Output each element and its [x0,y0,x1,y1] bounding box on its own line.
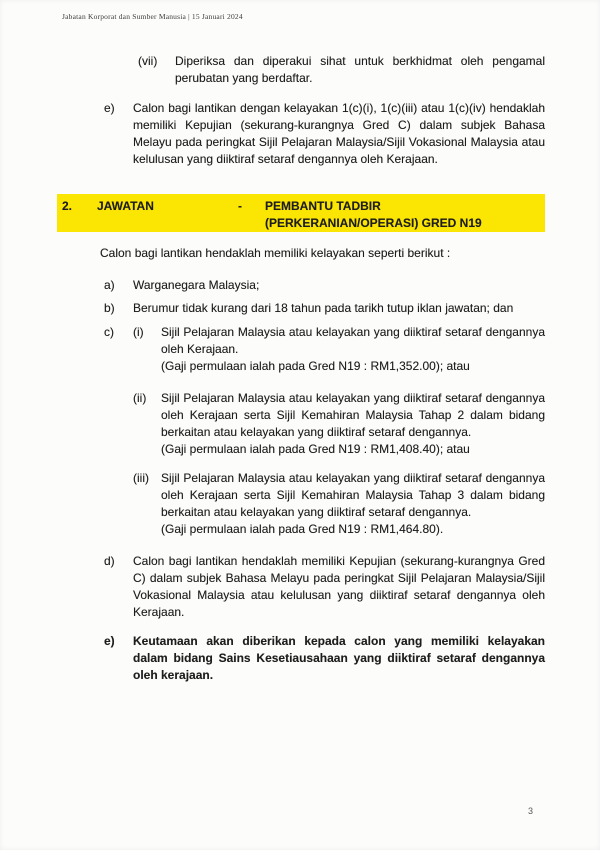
sub-item-list [133,324,545,538]
sub-item-label: (ii) [133,391,147,405]
list-item-text: Diperiksa dan diperakui sihat untuk berkhidmat oleh pengamal perubatan yang berdaftar. [175,54,545,85]
list-item-e-prev [104,100,545,168]
section-number: 2. [62,199,73,213]
list-item-text: Keutamaan akan diberikan kepada calon yang memiliki kelayakan dalam bidang Sains Kesetiausahaan yang diiktiraf setaraf dengannya oleh kerajaan. [133,634,545,682]
section-heading-highlight [57,194,545,232]
list-item-label: a) [104,278,115,292]
document-content [0,53,600,684]
list-item-text: Berumur tidak kurang dari 18 tahun pada tarikh tutup iklan jawatan; dan [133,301,514,315]
job-title-line1: PEMBANTU TADBIR [265,199,381,213]
sub-item-body [161,324,545,375]
list-item-d [104,553,545,621]
list-item-label: d) [104,554,115,568]
salary-note: (Gaji permulaan ialah pada Gred N19 : RM1,464.80). [161,522,444,536]
list-item-label: c) [104,325,114,339]
list-item-label: e) [104,634,115,648]
salary-note: (Gaji permulaan ialah pada Gred N19 : RM1,408.40); atau [161,442,470,456]
sub-item-text: Sijil Pelajaran Malaysia atau kelayakan yang diiktiraf setaraf dengannya oleh Kerajaan serta Sijil Kemahiran Malaysia Tahap 3 dalam bidang berkaitan atau kelayakan yang diiktiraf setaraf dengannya. [161,471,545,519]
sub-item-iii [133,470,545,538]
salary-note: (Gaji permulaan ialah pada Gred N19 : RM1,352.00); atau [161,359,470,373]
document-header: Jabatan Korporat dan Sumber Manusia | 15 Januari 2024 [62,12,243,21]
list-item-label: b) [104,301,115,315]
job-title-line2: (PERKERANIAN/OPERASI) GRED N19 [265,216,482,230]
section-heading-separator: - [238,199,242,213]
list-item-a [104,277,545,294]
list-item-c [104,324,545,538]
list-item-vii [138,53,545,87]
section-heading-title [265,198,482,232]
sub-item-label: (i) [133,325,144,339]
list-item-label: e) [104,101,115,115]
list-item-text: Calon bagi lantikan hendaklah memiliki Kepujian (sekurang-kurangnya Gred C) dalam subjek Bahasa Melayu pada peringkat Sijil Pelajaran Malaysia/Sijil Vokasional Malaysia atau kelulusan yang diiktiraf setaraf dengannya oleh Kerajaan. [133,554,545,619]
section-intro: Calon bagi lantikan hendaklah memiliki kelayakan seperti berikut : [100,246,451,260]
sub-item-body [161,470,545,538]
sub-item-label: (iii) [133,471,149,485]
section-heading-label: JAWATAN [97,199,154,213]
sub-item-ii [133,390,545,458]
sub-item-i [133,324,545,375]
sub-item-text: Sijil Pelajaran Malaysia atau kelayakan yang diiktiraf setaraf dengannya oleh Kerajaan. [161,325,545,356]
list-item-text: Warganegara Malaysia; [133,278,260,292]
list-item-label: (vii) [138,54,158,68]
list-item-text: Calon bagi lantikan dengan kelayakan 1(c)(i), 1(c)(iii) atau 1(c)(iv) hendaklah memiliki Kepujian (sekurang-kurangnya Gred C) dalam subjek Bahasa Melayu pada peringkat Sijil Pelajaran Malaysia/Sijil Vokasional Malaysia atau kelulusan yang diiktiraf setaraf dengannya oleh Kerajaan. [133,101,545,166]
sub-item-text: Sijil Pelajaran Malaysia atau kelayakan yang diiktiraf setaraf dengannya oleh Kerajaan serta Sijil Kemahiran Malaysia Tahap 2 dalam bidang berkaitan atau kelayakan yang diiktiraf setaraf dengannya. [161,391,545,439]
list-item-e [104,633,545,684]
page-number: 3 [528,806,534,816]
sub-item-body [161,390,545,458]
list-item-b [104,300,545,317]
